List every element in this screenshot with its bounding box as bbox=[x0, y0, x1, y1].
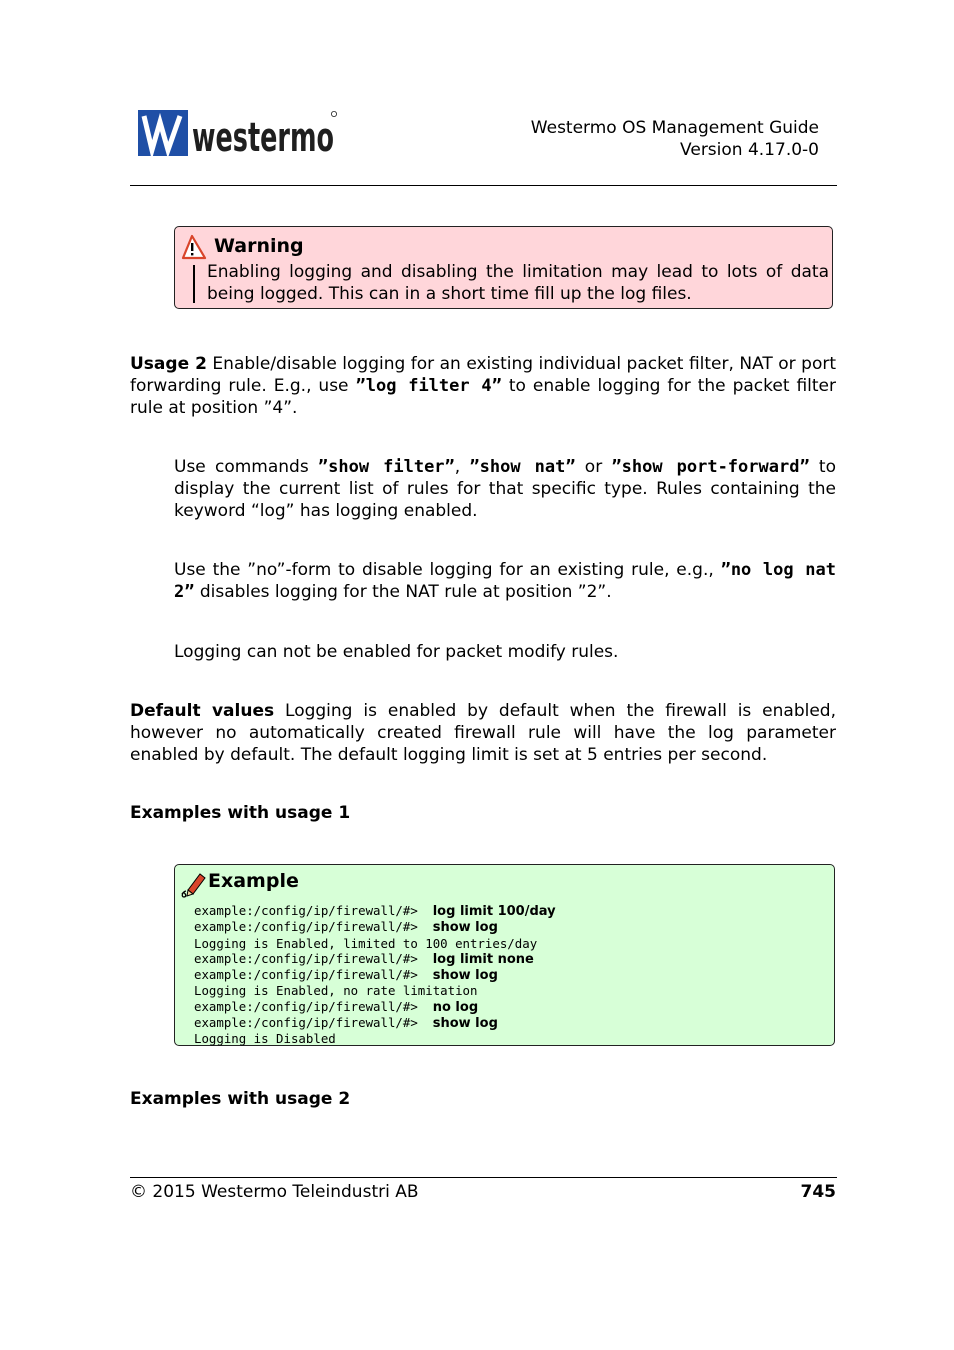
guide-version: Version 4.17.0-0 bbox=[680, 140, 819, 160]
show-commands-text-c: or bbox=[575, 457, 612, 477]
usage2-modify-rules-paragraph: Logging can not be enabled for packet modify rules. bbox=[174, 642, 619, 662]
guide-title: Westermo OS Management Guide bbox=[530, 118, 819, 138]
cli-line bbox=[194, 999, 556, 1015]
code-show-nat: ”show nat” bbox=[469, 457, 576, 477]
code-show-port-forward: ”show port-forward” bbox=[611, 457, 810, 477]
default-values-paragraph bbox=[130, 700, 836, 766]
cli-command: no log bbox=[432, 999, 479, 1015]
page-number: 745 bbox=[800, 1182, 836, 1202]
examples-usage2-heading: Examples with usage 2 bbox=[130, 1089, 351, 1109]
cli-output: example:/config/ip/firewall/#> bbox=[194, 950, 433, 966]
usage2-paragraph bbox=[130, 353, 836, 419]
cli-line bbox=[194, 903, 556, 919]
warning-title: Warning bbox=[214, 235, 304, 257]
cli-output: Logging is Enabled, no rate limitation bbox=[194, 983, 478, 999]
cli-output: example:/config/ip/firewall/#> bbox=[194, 1015, 433, 1031]
cli-command: log limit 100/day bbox=[432, 904, 556, 919]
cli-command: show log bbox=[432, 920, 498, 936]
show-commands-text-a: Use commands bbox=[174, 457, 318, 477]
cli-command: show log bbox=[432, 1016, 498, 1032]
cli-output: example:/config/ip/firewall/#> bbox=[194, 903, 433, 918]
usage2-text-a: Enable/disable logging for an existing individual packet filter, NAT or port forwarding rule. E.g., use bbox=[130, 354, 836, 396]
copyright-icon: © bbox=[130, 1182, 147, 1202]
usage2-show-commands-paragraph bbox=[174, 456, 836, 522]
show-commands-text-d: to display the current list of rules for that specific type. Rules containing the keyword “log” has logging enabled. bbox=[174, 457, 836, 521]
header-title-block bbox=[531, 117, 819, 161]
usage2-label: Usage 2 bbox=[130, 354, 207, 374]
usage2-no-form-paragraph bbox=[174, 559, 836, 603]
cli-output: Logging is Enabled, limited to 100 entries/day bbox=[194, 935, 538, 951]
cli-output: example:/config/ip/firewall/#> bbox=[194, 998, 433, 1014]
pen-icon bbox=[180, 870, 208, 898]
examples-usage1-heading: Examples with usage 1 bbox=[130, 803, 351, 823]
usage2-text-b: to enable logging for the packet filter rule at position ”4”. bbox=[130, 376, 837, 418]
cli-line bbox=[194, 983, 556, 998]
code-show-filter: ”show filter” bbox=[317, 457, 455, 477]
cli-output: example:/config/ip/firewall/#> bbox=[194, 919, 433, 935]
header-rule bbox=[130, 185, 837, 186]
westermo-logo bbox=[138, 110, 338, 161]
code-no-log-nat: ”no log nat 2” bbox=[174, 560, 836, 602]
cli-line bbox=[194, 967, 556, 983]
cli-line bbox=[194, 1015, 556, 1031]
logo-wordmark: westermo bbox=[192, 115, 334, 161]
cli-command: show log bbox=[432, 968, 498, 984]
footer-copyright bbox=[130, 1182, 419, 1202]
example-title: Example bbox=[208, 870, 299, 892]
cli-output: example:/config/ip/firewall/#> bbox=[194, 967, 433, 983]
cli-line bbox=[194, 1031, 556, 1046]
cli-line bbox=[194, 919, 556, 935]
example-cli-lines bbox=[194, 903, 556, 1047]
show-commands-text-b: , bbox=[454, 457, 470, 477]
copyright-text: 2015 Westermo Teleindustri AB bbox=[152, 1182, 419, 1202]
default-values-text: Logging is enabled by default when the firewall is enabled, however no automatically created firewall rule will have the log parameter enabled by default. The default logging limit is set at 5 entries per second. bbox=[130, 701, 837, 765]
warning-bar bbox=[193, 265, 195, 303]
default-values-label: Default values bbox=[130, 701, 275, 721]
warning-triangle-icon bbox=[181, 234, 207, 260]
usage2-code-log-filter: ”log filter 4” bbox=[355, 376, 502, 396]
footer-rule bbox=[130, 1177, 837, 1178]
cli-command: log limit none bbox=[432, 951, 534, 967]
cli-output: Logging is Disabled bbox=[194, 1031, 336, 1047]
no-form-text-a: Use the ”no”-form to disable logging for an existing rule, e.g., bbox=[174, 560, 721, 580]
cli-line bbox=[194, 936, 556, 951]
warning-text: Enabling logging and disabling the limitation may lead to lots of data being logged. This can in a short time fill up the log files. bbox=[207, 262, 829, 304]
cli-line bbox=[194, 951, 556, 967]
no-form-text-b: disables logging for the NAT rule at position ”2”. bbox=[194, 582, 612, 602]
